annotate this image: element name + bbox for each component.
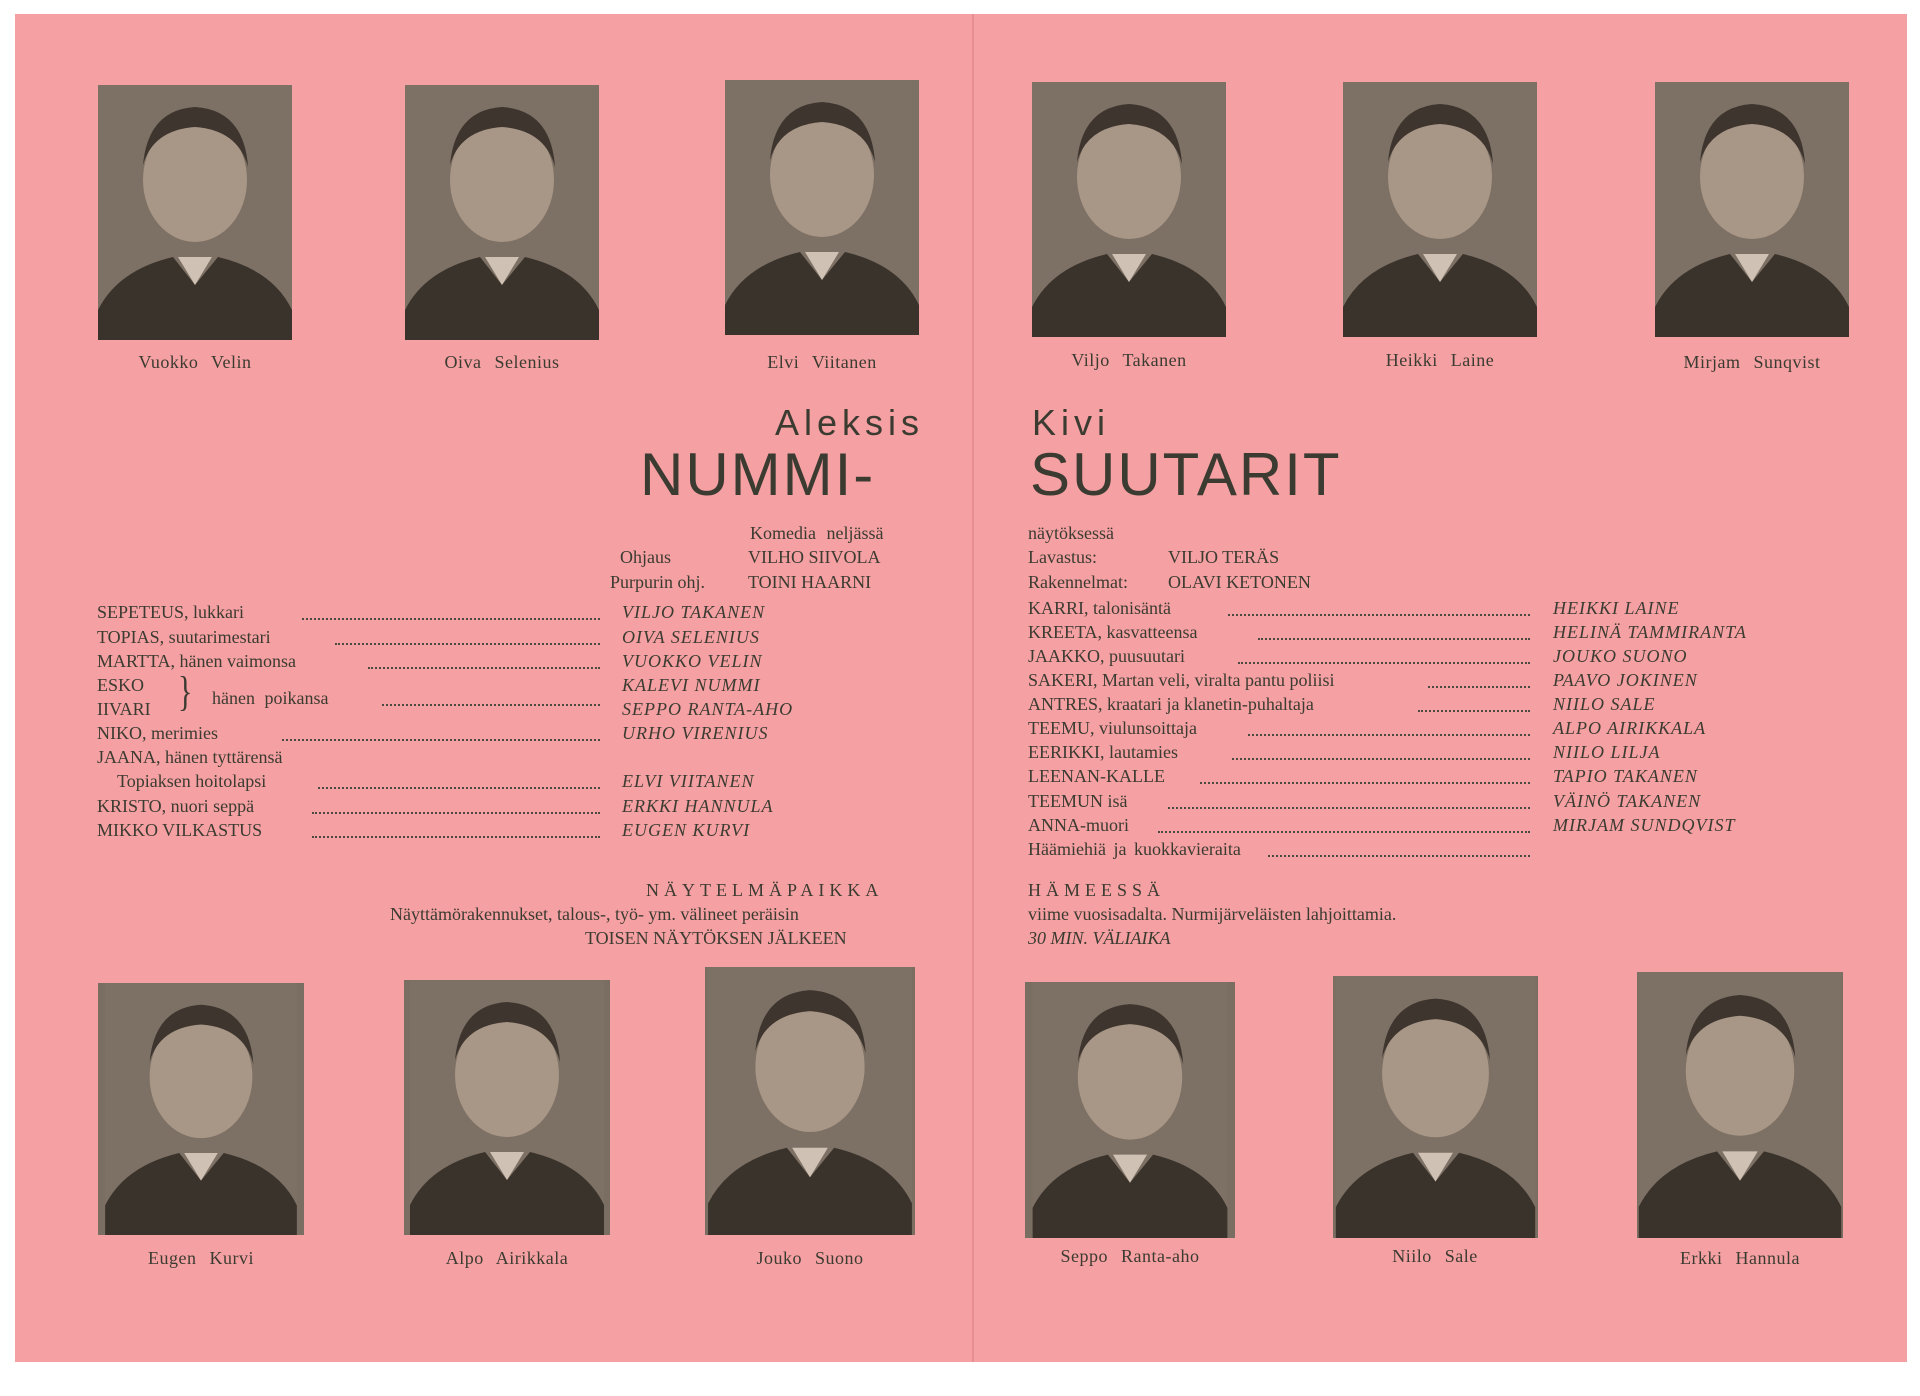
dot-leader (1428, 672, 1530, 688)
cast-role: Topiaksen hoitolapsi (117, 771, 267, 791)
photo-alpo-airikkala (404, 980, 610, 1235)
caption: Elvi Viitanen (767, 352, 877, 372)
build-label: Rakennelmat: (1028, 572, 1128, 592)
cast-actor: NIILO SALE (1553, 694, 1656, 714)
cast-actor: HEIKKI LAINE (1553, 598, 1680, 618)
genre-left: Komedia neljässä (750, 523, 884, 543)
setting-place-left: NÄYTELMÄPAIKKA (646, 880, 884, 900)
caption: Eugen Kurvi (148, 1248, 254, 1268)
cast-actor: NIILO LILJA (1553, 742, 1661, 762)
cast-role: NIKO, merimies (97, 723, 218, 743)
direction-label: Ohjaus (620, 547, 671, 567)
caption: Jouko Suono (756, 1248, 864, 1268)
purpur-label: Purpurin ohj. (610, 572, 706, 592)
photo-jouko-suono (705, 967, 915, 1235)
cast-role: ANTRES, kraatari ja klanetin-puhaltaja (1028, 694, 1314, 714)
cast-role: KRISTO, nuori seppä (97, 796, 255, 816)
cast-actor: ALPO AIRIKKALA (1553, 718, 1707, 738)
photo-viljo-takanen (1032, 82, 1226, 337)
cast-role: SEPETEUS, lukkari (97, 602, 244, 622)
photo-oiva-selenius (405, 85, 599, 340)
caption: Mirjam Sunqvist (1683, 352, 1821, 372)
photo-seppo-ranta-aho (1025, 982, 1235, 1238)
cast-actor: TAPIO TAKANEN (1553, 766, 1698, 786)
play-title-right: SUUTARIT (1030, 441, 1342, 508)
cast-actor: MIRJAM SUNDQVIST (1553, 815, 1736, 835)
photo-heikki-laine (1343, 82, 1537, 337)
cast-role: Häämiehiä ja kuokkavieraita (1028, 839, 1241, 859)
genre-right: näytöksessä (1028, 523, 1114, 543)
cast-role: JAAKKO, puusuutari (1028, 646, 1185, 666)
intermission-right: 30 MIN. VÄLIAIKA (1028, 928, 1171, 948)
cast-role: TEEMU, viulunsoittaja (1028, 718, 1197, 738)
dot-leader (1418, 696, 1530, 712)
cast-actor: VUOKKO VELIN (622, 651, 763, 671)
cast-actor: VILJO TAKANEN (622, 602, 766, 622)
dot-leader (312, 798, 600, 814)
dot-leader (382, 690, 600, 706)
dot-leader (318, 773, 600, 789)
cast-role: EERIKKI, lautamies (1028, 742, 1178, 762)
author-first-name: Aleksis (775, 402, 925, 443)
brace: } (178, 669, 193, 716)
caption: Vuokko Velin (138, 352, 252, 372)
dot-leader (1238, 648, 1530, 664)
direction-name: VILHO SIIVOLA (748, 547, 881, 567)
sons-label: hänen poikansa (212, 688, 329, 708)
cast-actor: PAAVO JOKINEN (1553, 670, 1698, 690)
dot-leader (312, 822, 600, 838)
caption: Oiva Selenius (444, 352, 560, 372)
cast-role: TOPIAS, suutarimestari (97, 627, 271, 647)
cast-role: LEENAN-KALLE (1028, 766, 1165, 786)
photo-mirjam-sunqvist (1655, 82, 1849, 337)
dot-leader (1232, 744, 1530, 760)
photo-niilo-sale (1333, 976, 1538, 1238)
cast-role: MARTTA, hänen vaimonsa (97, 651, 296, 671)
photo-eugen-kurvi (98, 983, 304, 1235)
dot-leader (1228, 600, 1530, 616)
caption: Alpo Airikkala (445, 1248, 569, 1268)
cast-role: ANNA-muori (1028, 815, 1129, 835)
cast-actor: VÄINÖ TAKANEN (1553, 791, 1702, 811)
setting-note-left: Näyttämörakennukset, talous-, työ- ym. välineet peräisin (390, 904, 799, 924)
cast-actor: ERKKI HANNULA (622, 796, 774, 816)
photo-elvi-viitanen (725, 80, 919, 335)
dot-leader (1268, 841, 1530, 857)
cast-actor: OIVA SELENIUS (622, 627, 760, 647)
cast-role: ESKO (97, 675, 145, 695)
cast-role: MIKKO VILKASTUS (97, 820, 263, 840)
cast-actor: EUGEN KURVI (622, 820, 751, 840)
play-title-left: NUMMI- (640, 441, 876, 508)
center-fold (972, 14, 974, 1362)
dot-leader (1248, 720, 1530, 736)
photo-erkki-hannula (1637, 972, 1843, 1238)
cast-role: SAKERI, Martan veli, viralta pantu poliisi (1028, 670, 1335, 690)
dot-leader (368, 653, 600, 669)
caption: Niilo Sale (1392, 1246, 1478, 1266)
set-label: Lavastus: (1028, 547, 1097, 567)
setting-note-right: viime vuosisadalta. Nurmijärveläisten lahjoittamia. (1028, 904, 1397, 924)
setting-place-right: HÄMEESSÄ (1028, 880, 1166, 900)
photo-vuokko-velin (98, 85, 292, 340)
caption: Erkki Hannula (1680, 1248, 1800, 1268)
cast-actor: KALEVI NUMMI (622, 675, 761, 695)
caption: Viljo Takanen (1071, 350, 1187, 370)
author-last-name: Kivi (1032, 402, 1111, 443)
build-name: OLAVI KETONEN (1168, 572, 1311, 592)
cast-role: IIVARI (97, 699, 151, 719)
cast-actor: SEPPO RANTA-AHO (622, 699, 794, 719)
dot-leader (1158, 817, 1530, 833)
dot-leader (302, 604, 600, 620)
set-name: VILJO TERÄS (1168, 547, 1280, 567)
dot-leader (1168, 793, 1530, 809)
dot-leader (1200, 768, 1530, 784)
dot-leader (335, 629, 600, 645)
cast-actor: ELVI VIITANEN (622, 771, 755, 791)
cast-role: JAANA, hänen tyttärensä (97, 747, 283, 767)
intermission-left: TOISEN NÄYTÖKSEN JÄLKEEN (585, 928, 847, 948)
cast-actor: HELINÄ TAMMIRANTA (1553, 622, 1747, 642)
cast-actor: URHO VIRENIUS (622, 723, 769, 743)
caption: Seppo Ranta-aho (1060, 1246, 1200, 1266)
dot-leader (1258, 624, 1530, 640)
cast-role: KREETA, kasvatteensa (1028, 622, 1198, 642)
cast-role: KARRI, talonisäntä (1028, 598, 1171, 618)
cast-role: TEEMUN isä (1028, 791, 1128, 811)
caption: Heikki Laine (1385, 350, 1495, 370)
dot-leader (282, 725, 600, 741)
purpur-name: TOINI HAARNI (748, 572, 872, 592)
cast-actor: JOUKO SUONO (1553, 646, 1688, 666)
